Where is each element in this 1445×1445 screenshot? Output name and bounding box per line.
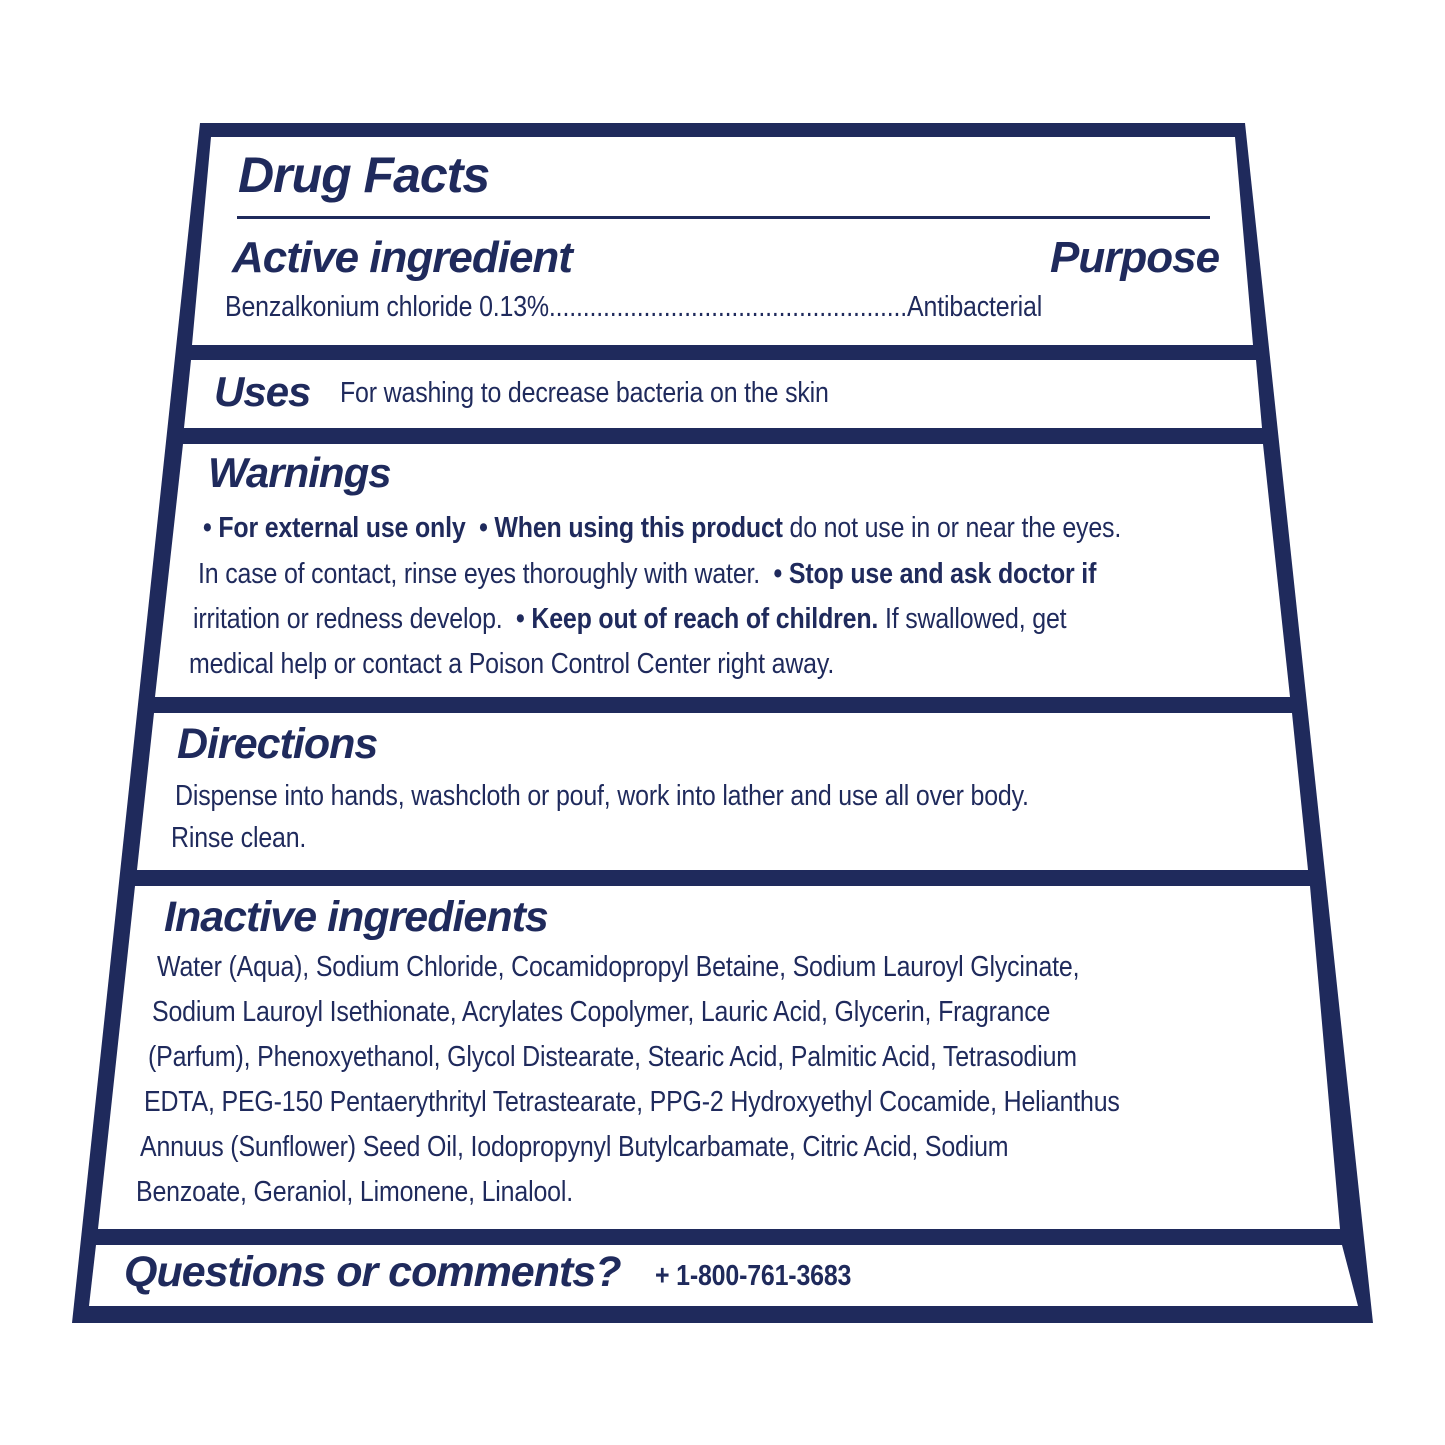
warnings-line-2-text: In case of contact, rinse eyes thoroughly with water. [198, 558, 761, 590]
phone-number: + 1-800-761-3683 [655, 1260, 852, 1292]
questions-heading: Questions or comments? [124, 1248, 621, 1296]
active-ingredient-heading: Active ingredient [232, 233, 572, 282]
active-ingredient-line: Benzalkonium chloride 0.13%.....................................................Antibacterial [225, 291, 1043, 323]
directions-line-1: Dispense into hands, washcloth or pouf, work into lather and use all over body. [175, 780, 1029, 812]
uses-text: For washing to decrease bacteria on the skin [340, 377, 829, 409]
warnings-line-4: medical help or contact a Poison Control Center right away. [189, 648, 835, 680]
title-underline [237, 216, 1210, 219]
directions-heading: Directions [177, 720, 378, 768]
warnings-line-3-text: irritation or redness develop. [193, 603, 503, 635]
bullet-external-use: • For external use only [203, 512, 466, 544]
bullet-stop-use: • Stop use and ask doctor if [773, 558, 1097, 590]
bullet-keep-out: • Keep out of reach of children. [516, 603, 879, 635]
inactive-line-2: Sodium Lauroyl Isethionate, Acrylates Copolymer, Lauric Acid, Glycerin, Fragrance [152, 996, 1051, 1028]
inactive-line-1: Water (Aqua), Sodium Chloride, Cocamidopropyl Betaine, Sodium Lauroyl Glycinate, [157, 951, 1080, 983]
uses-heading: Uses [214, 368, 311, 415]
inactive-ingredients-heading: Inactive ingredients [164, 893, 548, 941]
bullet-when-using: • When using this product [479, 512, 783, 544]
warnings-line-3 [193, 603, 1066, 636]
warnings-line-1 [203, 512, 1121, 545]
warnings-line-3-text-2: If swallowed, get [878, 603, 1067, 635]
directions-line-2: Rinse clean. [171, 822, 307, 854]
warnings-heading: Warnings [208, 449, 391, 496]
warnings-line-1-text: do not use in or near the eyes. [782, 512, 1122, 544]
purpose-heading: Purpose [1050, 233, 1220, 282]
inactive-line-4: EDTA, PEG-150 Pentaerythrityl Tetrastearate, PPG-2 Hydroxyethyl Cocamide, Helianthus [144, 1086, 1120, 1118]
page-title: Drug Facts [238, 147, 490, 203]
inactive-line-6: Benzoate, Geraniol, Limonene, Linalool. [136, 1176, 573, 1208]
warnings-line-2 [198, 558, 1096, 591]
inactive-line-3: (Parfum), Phenoxyethanol, Glycol Distearate, Stearic Acid, Palmitic Acid, Tetrasodium [148, 1041, 1077, 1073]
inactive-line-5: Annuus (Sunflower) Seed Oil, Iodopropynyl Butylcarbamate, Citric Acid, Sodium [140, 1131, 1009, 1163]
